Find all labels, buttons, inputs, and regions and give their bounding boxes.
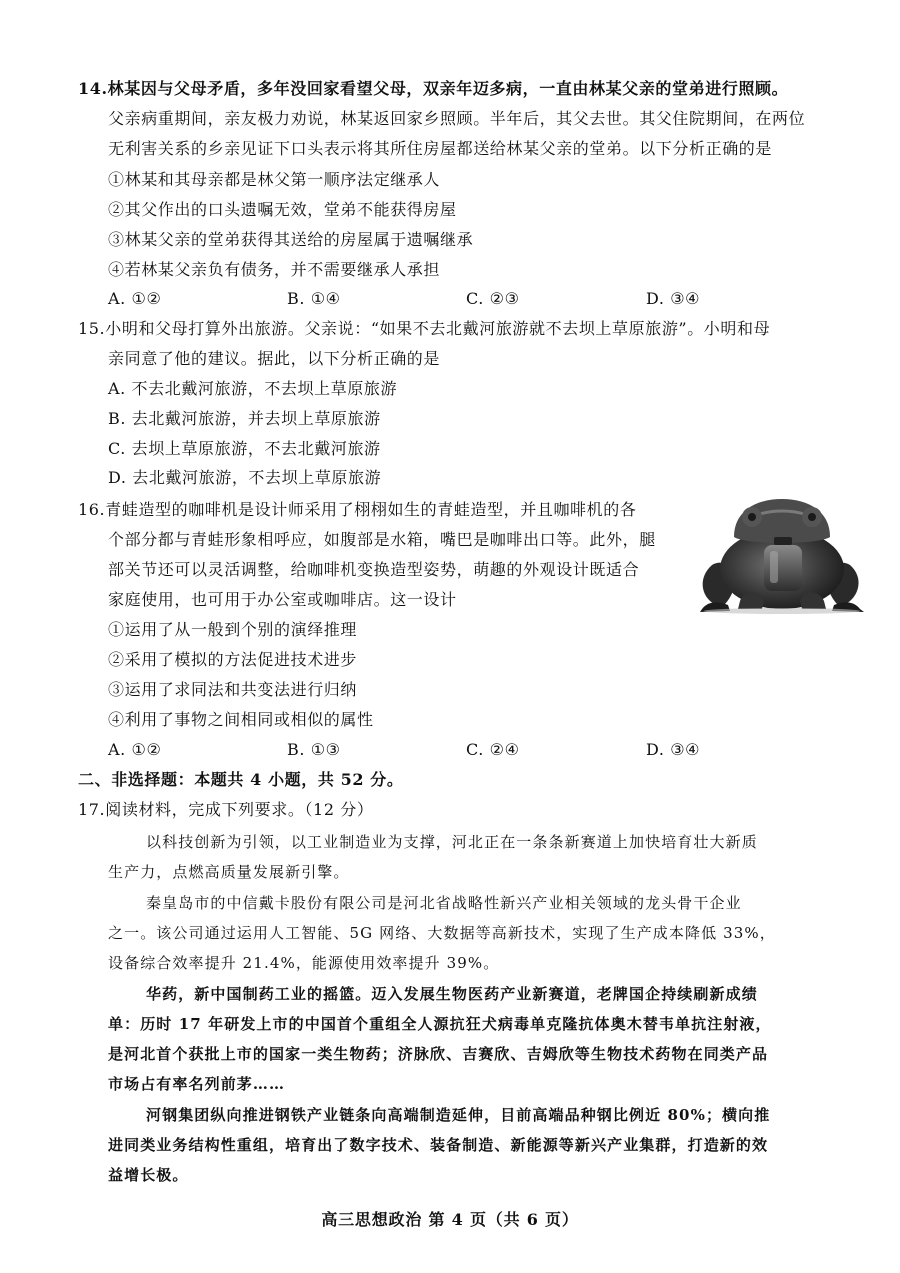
q17-paragraph-1-line-1: 以科技创新为引领，以工业制造业为支撑，河北正在一条条新赛道上加快培育壮大新质	[146, 833, 758, 851]
q15-stem-line-2: 亲同意了他的建议。据此，以下分析正确的是	[108, 349, 441, 368]
q17-paragraph-4-line-1: 河钢集团纵向推进钢铁产业链条向高端制造延伸，目前高端品种钢比例近 80%；横向推	[146, 1106, 771, 1124]
q17-paragraph-4-line-2: 进同类业务结构性重组，培育出了数字技术、装备制造、新能源等新兴产业集群，打造新的效	[108, 1136, 769, 1154]
q17-paragraph-3-line-2: 单：历时 17 年研发上市的中国首个重组全人源抗狂犬病毒单克隆抗体奥木替韦单抗注射液，	[108, 1015, 772, 1033]
q16-statement-3: ③运用了求同法和共变法进行归纳	[108, 680, 358, 699]
q17-paragraph-2-line-2: 之一。该公司通过运用人工智能、5G 网络、大数据等高新技术，实现了生产成本降低 33%，	[108, 924, 776, 942]
q17-paragraph-4-line-3: 益增长极。	[108, 1166, 189, 1184]
q16-stem-line-2: 个部分都与青蛙形象相呼应，如腹部是水箱，嘴巴是咖啡出口等。此外，腿	[108, 530, 656, 549]
q16-stem-line-4: 家庭使用，也可用于办公室或咖啡店。这一设计	[108, 590, 457, 609]
q14-stem-line-2: 父亲病重期间，亲友极力劝说，林某返回家乡照顾。半年后，其父去世。其父住院期间，在两位	[108, 109, 806, 128]
q17-paragraph-3-line-4: 市场占有率名列前茅……	[108, 1075, 286, 1093]
q17-paragraph-3-line-1: 华药，新中国制药工业的摇篮。迈入发展生物医药产业新赛道，老牌国企持续刷新成绩	[146, 985, 758, 1003]
section-heading: 二、非选择题：本题共 4 小题，共 52 分。	[78, 770, 404, 789]
q14-stem-line-3: 无利害关系的乡亲见证下口头表示将其所住房屋都送给林某父亲的堂弟。以下分析正确的是	[108, 139, 773, 158]
q17-paragraph-3-line-3: 是河北首个获批上市的国家一类生物药；济脉欣、吉赛欣、吉姆欣等生物技术药物在同类产品	[108, 1045, 769, 1063]
q16-option-a: A. ①②	[108, 740, 162, 759]
q17-heading: 17.阅读材料，完成下列要求。（12 分）	[78, 800, 374, 819]
q16-stem-line-3: 部关节还可以灵活调整，给咖啡机变换造型姿势，萌趣的外观设计既适合	[108, 560, 640, 579]
q15-option-d: D. 去北戴河旅游，不去坝上草原旅游	[108, 468, 382, 487]
q15-option-c: C. 去坝上草原旅游，不去北戴河旅游	[108, 439, 381, 458]
q17-paragraph-2-line-1: 秦皇岛市的中信戴卡股份有限公司是河北省战略性新兴产业相关领域的龙头骨干企业	[146, 894, 742, 912]
q14-option-a: A. ①②	[108, 289, 162, 308]
page-footer: 高三思想政治 第 4 页（共 6 页）	[321, 1210, 579, 1229]
q17-paragraph-2-line-3: 设备综合效率提升 21.4%，能源使用效率提升 39%。	[108, 954, 500, 972]
q14-option-d: D. ③④	[646, 289, 701, 308]
q16-option-c: C. ②④	[466, 740, 520, 759]
q14-statement-2: ②其父作出的口头遗嘱无效，堂弟不能获得房屋	[108, 200, 457, 219]
q16-statement-2: ②采用了模拟的方法促进技术进步	[108, 650, 358, 669]
q14-option-b: B. ①④	[287, 289, 341, 308]
q14-statement-1: ①林某和其母亲都是林父第一顺序法定继承人	[108, 170, 441, 189]
q16-option-d: D. ③④	[646, 740, 701, 759]
q16-option-b: B. ①③	[287, 740, 341, 759]
q14-option-c: C. ②③	[466, 289, 520, 308]
q15-stem-line-1: 15.小明和父母打算外出旅游。父亲说：“如果不去北戴河旅游就不去坝上草原旅游”。小明和母	[78, 319, 771, 338]
q15-option-a: A. 不去北戴河旅游，不去坝上草原旅游	[108, 379, 398, 398]
q16-statement-1: ①运用了从一般到个别的演绎推理	[108, 620, 358, 639]
frog-coffee-machine-image	[694, 493, 870, 615]
q14-statement-4: ④若林某父亲负有债务，并不需要继承人承担	[108, 260, 441, 279]
q15-option-b: B. 去北戴河旅游，并去坝上草原旅游	[108, 409, 381, 428]
q14-statement-3: ③林某父亲的堂弟获得其送给的房屋属于遗嘱继承	[108, 230, 474, 249]
q16-stem-line-1: 16.青蛙造型的咖啡机是设计师采用了栩栩如生的青蛙造型，并且咖啡机的各	[78, 500, 637, 519]
q17-paragraph-1-line-2: 生产力，点燃高质量发展新引擎。	[108, 863, 350, 881]
q14-stem-line-1: 14.林某因与父母矛盾，多年没回家看望父母，双亲年迈多病，一直由林某父亲的堂弟进行照顾。	[78, 79, 789, 98]
q16-statement-4: ④利用了事物之间相同或相似的属性	[108, 710, 374, 729]
